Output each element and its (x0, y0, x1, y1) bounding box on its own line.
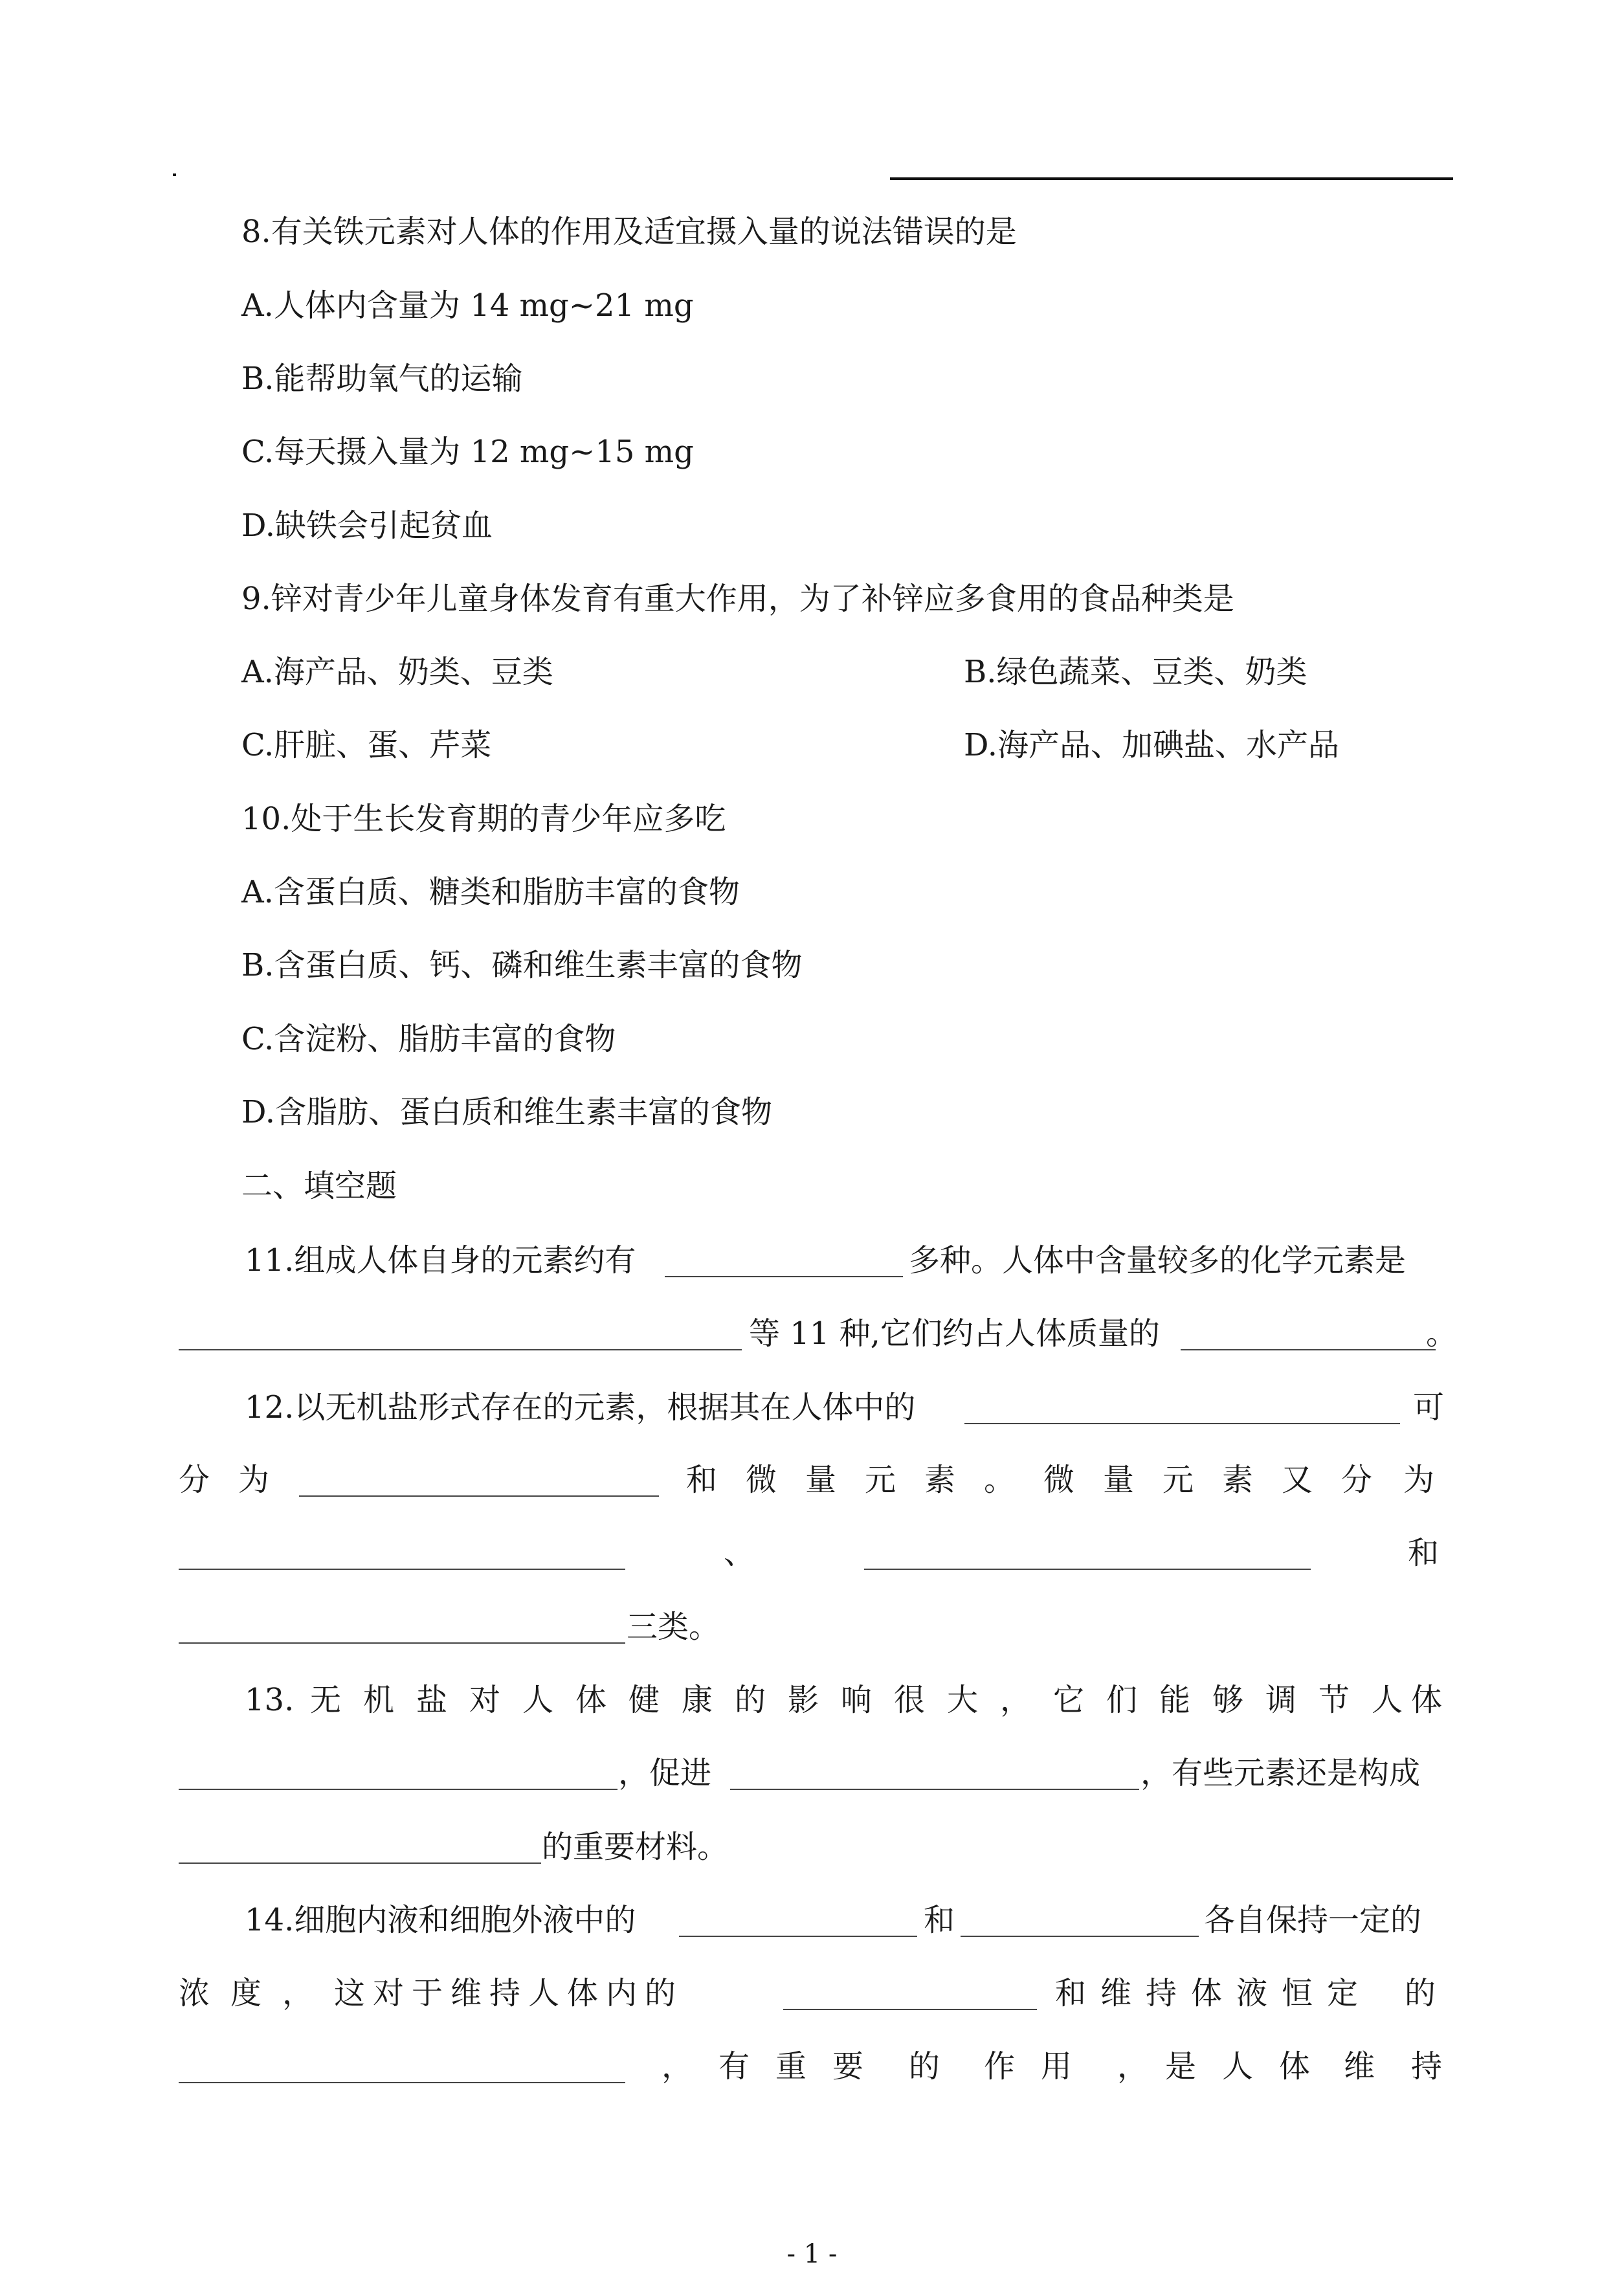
question-12-line-2: 分 为 和 微 量 元 素 。 微 量 元 素 又 分 为 (179, 1462, 1435, 1498)
question-9-option-d: D.海产品、加碘盐、水产品 (964, 727, 1340, 763)
question-9-options-ab (0, 646, 1624, 698)
question-10-option-c: C.含淀粉、脂肪丰富的食物 (241, 1021, 616, 1057)
question-9-option-b: B.绿色蔬菜、豆类、奶类 (964, 654, 1307, 690)
question-11-line-1: 11.组成人体自身的元素约有 多种。人体中含量较多的化学元素是 (245, 1242, 1407, 1279)
answer-blank[interactable] (179, 1789, 617, 1790)
question-12-line-1: 12.以无机盐形式存在的元素，根据其在人体中的 可 (245, 1389, 1445, 1426)
page-number: - 1 - (786, 2239, 838, 2269)
question-13-line-1: 13. 无 机 盐 对 人 体 健 康 的 影 响 很 大 ， 它 们 能 够 调 节 人 体 (245, 1682, 1443, 1718)
question-9-stem: 9.锌对青少年儿童身体发育有重大作用，为了补锌应多食用的食品种类是 (241, 581, 1234, 617)
answer-blank[interactable] (783, 2009, 1037, 2010)
answer-blank[interactable] (299, 1495, 659, 1497)
answer-blank[interactable] (665, 1276, 903, 1277)
question-10-option-a: A.含蛋白质、糖类和脂肪丰富的食物 (241, 874, 740, 910)
answer-blank[interactable] (179, 1862, 541, 1864)
question-8-option-b: B.能帮助氧气的运输 (241, 361, 523, 397)
answer-blank[interactable] (730, 1789, 1139, 1790)
answer-blank[interactable] (864, 1569, 1311, 1570)
question-12-line-4: 三类。 (0, 1601, 1624, 1653)
answer-blank[interactable] (679, 1936, 917, 1937)
question-13-line-2: ，促进 ，有些元素还是构成 (0, 1747, 1624, 1799)
question-9-options-cd (0, 719, 1624, 771)
question-14-line-3: ， 有 重 要 的 作 用 ， 是 人 体 维 持 (0, 2041, 1624, 2092)
question-10-option-b: B.含蛋白质、钙、磷和维生素丰富的食物 (241, 947, 803, 983)
answer-blank[interactable] (961, 1936, 1199, 1937)
header-rule (890, 177, 1453, 180)
answer-blank[interactable] (964, 1423, 1400, 1424)
question-9-option-a: A.海产品、奶类、豆类 (241, 654, 553, 690)
question-11-line-2: 等 11 种,它们约占人体质量的 。 (0, 1308, 1624, 1359)
question-8-option-c: C.每天摄入量为 12 mg~15 mg (241, 434, 694, 470)
header-mark (173, 173, 176, 176)
question-10-option-d: D.含脂肪、蛋白质和维生素丰富的食物 (241, 1094, 773, 1130)
question-14-line-1: 14.细胞内液和细胞外液中的 和 各自保持一定的 (245, 1902, 1422, 1938)
question-9-option-c: C.肝脏、蛋、芹菜 (241, 727, 492, 763)
question-12-line-3: 、 和 (0, 1527, 1624, 1579)
question-14-line-2: 浓 度 ， 这 对 于 维 持 人 体 内 的 和 维 持 体 液 恒 定 的 (179, 1975, 1436, 2011)
answer-blank[interactable] (1181, 1349, 1436, 1350)
question-8-option-a: A.人体内含量为 14 mg~21 mg (241, 287, 694, 324)
answer-blank[interactable] (179, 1569, 625, 1570)
section-title: 二、填空题 (241, 1168, 397, 1204)
question-8-option-d: D.缺铁会引起贫血 (241, 508, 493, 544)
question-8-stem: 8.有关铁元素对人体的作用及适宜摄入量的说法错误的是 (241, 214, 1017, 250)
question-13-line-3: 的重要材料。 (0, 1821, 1624, 1873)
answer-blank[interactable] (179, 1349, 742, 1350)
answer-blank[interactable] (179, 1642, 625, 1644)
answer-blank[interactable] (179, 2082, 625, 2083)
question-10-stem: 10.处于生长发育期的青少年应多吃 (241, 801, 726, 837)
